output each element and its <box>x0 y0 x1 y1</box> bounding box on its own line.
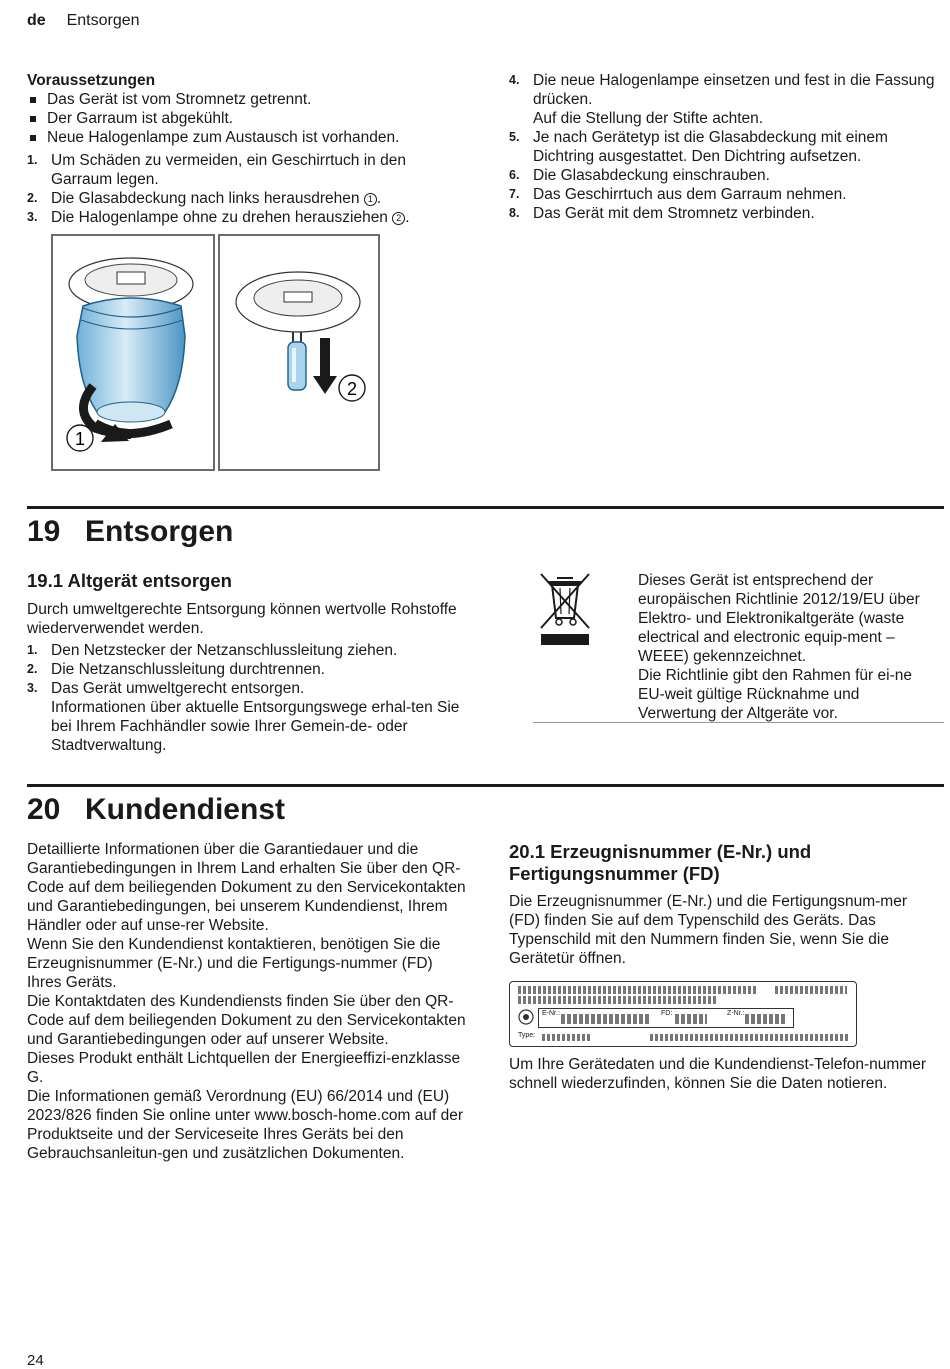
weee-text-2: Die Richtlinie gibt den Rahmen für ei-ne EU-weit gültige Rücknahme und Verwertung der Altgeräte vor. <box>638 667 912 722</box>
step-text: Das Gerät mit dem Stromnetz verbinden. <box>533 205 815 222</box>
step-item <box>27 679 467 755</box>
figure-glass-cover-unscrew <box>51 234 215 471</box>
plate-znr-value <box>745 1014 785 1024</box>
step-number: 2. <box>27 662 38 676</box>
certification-icon <box>518 1009 534 1025</box>
step-number: 7. <box>509 187 520 201</box>
figure-label-1: 1 <box>74 429 86 449</box>
page-header <box>27 12 140 30</box>
section-20-paragraph: Detaillierte Informationen über die Garantiedauer und die Garantiebedingungen in Ihrem Land erhalten Sie über den QR-Code auf dem beiliegenden Dokument zu den Servicekontakten und Garantiebedingungen, bei unserem Kundendienst, Ihrem Händler oder auf unse-rer Website. <box>27 841 466 934</box>
step-item <box>509 128 944 166</box>
weee-text: Dieses Gerät ist entsprechend der europäischen Richtlinie 2012/19/EU über Elektro- und Elektronikaltgeräte (waste electrical and electronic equip-ment – WEEE) gekennzeichnet. <box>638 572 920 665</box>
section-20-1-number: 20.1 <box>509 841 546 862</box>
step-text: Die Glasabdeckung nach links herausdrehen <box>51 190 360 207</box>
step-item <box>27 660 467 679</box>
lamp-cover-illustration <box>53 236 213 469</box>
step-number: 1. <box>27 153 38 167</box>
section-19-heading <box>27 514 233 550</box>
section-20-paragraph: Die Informationen gemäß Verordnung (EU) 66/2014 und (EU) 2023/826 finden Sie online unter www.bosch-home.com auf der Produktseite und der Serviceseite Ihres Geräts bei den Gebrauchsanleitun-gen und zusätzlichen Dokumenten. <box>27 1088 463 1162</box>
figure-label-2: 2 <box>346 379 358 399</box>
section-19-body <box>27 600 467 755</box>
step-text: Das Geschirrtuch aus dem Garraum nehmen. <box>533 186 847 203</box>
steps-right-list <box>509 71 944 223</box>
section-20-paragraph: Die Kontaktdaten des Kundendiensts finden Sie über den QR-Code auf dem beiliegenden Dokument zu den Servicekontakten und Garantiebedingungen oder auf unserer Website. <box>27 993 466 1048</box>
step-item: 3. Die Halogenlampe ohne zu drehen herausziehen 2 . <box>27 209 410 226</box>
steps-left-list <box>27 151 467 227</box>
section-20-body <box>27 840 467 1163</box>
plate-text-line <box>775 986 847 994</box>
step-item <box>27 151 467 189</box>
section-19-number: 19 <box>27 515 61 548</box>
plate-type-label: Type: <box>518 1032 536 1039</box>
step-item <box>509 185 944 204</box>
step-number: 8. <box>509 206 520 220</box>
section-20-1-text: Die Erzeugnisnummer (E-Nr.) und die Fertigungsnum-mer (FD) finden Sie auf dem Typenschild des Geräts. Das Typenschild mit den Nummern finden Sie, wenn Sie die Gerätetür öffnen. <box>509 893 907 967</box>
step-text: Die neue Halogenlampe einsetzen und fest in die Fassung drücken. <box>533 72 935 108</box>
plate-fd-label: FD: <box>661 1010 673 1017</box>
page-number: 24 <box>27 1352 44 1369</box>
section-19-rule <box>27 506 944 509</box>
section-20-1-body <box>509 892 941 968</box>
plate-enr-label: E-Nr.: <box>542 1010 560 1017</box>
plate-number-box <box>538 1008 794 1028</box>
section-20-title: Kundendienst <box>85 793 285 826</box>
plate-enr-value <box>561 1014 649 1024</box>
step-item <box>27 641 467 660</box>
step-number: 1. <box>27 643 38 657</box>
header-lang: de <box>27 12 46 29</box>
step-subtext: Auf die Stellung der Stifte achten. <box>533 110 764 127</box>
step-text: Die Glasabdeckung einschrauben. <box>533 167 770 184</box>
step-subtext: Informationen über aktuelle Entsorgungswege erhal-ten Sie bei Ihrem Fachhändler sowie Ihrer Gemein-de- oder Stadtverwaltung. <box>51 699 460 754</box>
rating-plate <box>509 981 857 1047</box>
section-20-number: 20 <box>27 793 61 826</box>
figure-ref-1: 1 <box>364 193 377 206</box>
section-20-rule <box>27 784 944 787</box>
halogen-lamp-illustration <box>220 236 378 469</box>
plate-text-line <box>518 986 758 994</box>
step-text: Den Netzstecker der Netzanschlussleitung ziehen. <box>51 642 398 659</box>
prerequisites-block <box>27 71 467 227</box>
figure-halogen-lamp-pull <box>218 234 380 471</box>
step-text: Um Schäden zu vermeiden, ein Geschirrtuch in den Garraum legen. <box>51 152 406 188</box>
steps-right-block <box>509 71 944 223</box>
plate-type-value <box>542 1034 592 1041</box>
header-section: Entsorgen <box>66 12 140 29</box>
prerequisites-list <box>27 90 467 147</box>
section-20-1-after <box>509 1055 941 1093</box>
figure-ref-2: 2 <box>392 212 405 225</box>
step-text: Die Halogenlampe ohne zu drehen herausziehen <box>51 209 388 226</box>
section-19-title: Entsorgen <box>85 515 234 548</box>
prerequisites-title: Voraussetzungen <box>27 72 156 89</box>
section-19-steps <box>27 641 467 755</box>
section-19-intro: Durch umweltgerechte Entsorgung können wertvolle Rohstoffe wiederverwendet werden. <box>27 601 457 637</box>
section-20-1-after-text: Um Ihre Gerätedaten und die Kundendienst-Telefon-nummer schnell wiederzufinden, können Sie die Daten notieren. <box>509 1056 927 1092</box>
plate-fd-value <box>675 1014 707 1024</box>
section-20-1-heading <box>509 841 909 885</box>
section-20-paragraph: Dieses Produkt enthält Lichtquellen der Energieeffizi-enzklasse G. <box>27 1050 461 1086</box>
section-20-paragraph: Wenn Sie den Kundendienst kontaktieren, benötigen Sie die Erzeugnisnummer (E-Nr.) und die Fertigungs-nummer (FD) Ihres Geräts. <box>27 936 441 991</box>
step-item <box>509 204 944 223</box>
plate-text-line <box>518 996 718 1004</box>
weee-bin-icon <box>537 572 593 652</box>
plate-text-line <box>650 1034 850 1041</box>
section-20-1-title: Erzeugnisnummer (E-Nr.) und Fertigungsnummer (FD) <box>509 841 812 884</box>
step-item <box>509 166 944 185</box>
weee-note <box>533 568 944 723</box>
step-text: Je nach Gerätetyp ist die Glasabdeckung mit einem Dichtring ausgestattet. Den Dichtring aufsetzen. <box>533 129 888 165</box>
step-number: 6. <box>509 168 520 182</box>
step-number: 3. <box>27 681 38 695</box>
prerequisite-item: Das Gerät ist vom Stromnetz getrennt. <box>27 90 467 109</box>
section-19-1-title: Altgerät entsorgen <box>67 570 232 591</box>
prerequisite-item: Neue Halogenlampe zum Austausch ist vorhanden. <box>27 128 467 147</box>
step-item <box>509 71 944 128</box>
step-number: 2. <box>27 191 38 205</box>
section-19-1-heading <box>27 570 232 592</box>
step-item: 2. Die Glasabdeckung nach links herausdrehen 1 . <box>27 190 382 207</box>
step-text: Die Netzanschlussleitung durchtrennen. <box>51 661 325 678</box>
plate-znr-label: Z-Nr.: <box>727 1010 745 1017</box>
prerequisite-item: Der Garraum ist abgekühlt. <box>27 109 467 128</box>
section-20-heading <box>27 792 285 828</box>
step-number: 4. <box>509 73 520 87</box>
step-number: 3. <box>27 210 38 224</box>
step-text: Das Gerät umweltgerecht entsorgen. <box>51 680 305 697</box>
step-number: 5. <box>509 130 520 144</box>
section-19-1-number: 19.1 <box>27 570 64 591</box>
